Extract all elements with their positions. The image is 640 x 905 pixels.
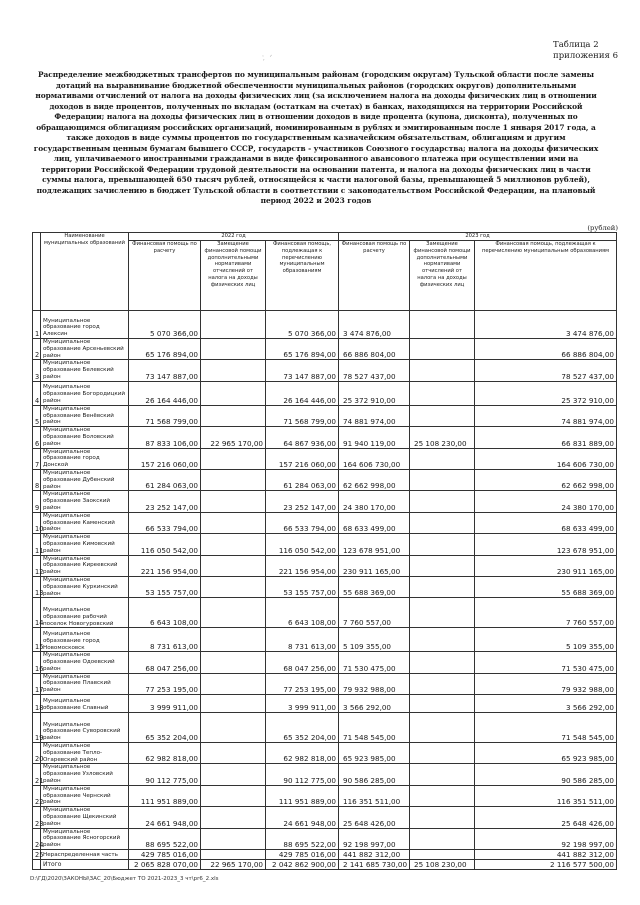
municipality-name: Муниципальное образование Суворовский район xyxy=(41,713,129,743)
cell-remaining-2023: 71 530 475,00 xyxy=(475,652,617,673)
table-reference xyxy=(553,40,618,62)
table-row xyxy=(33,512,617,533)
cell-remaining-2022: 66 533 794,00 xyxy=(266,512,339,533)
municipality-name: Муниципальное образование Заокский район xyxy=(41,491,129,512)
cell-replacement-2023 xyxy=(410,807,475,828)
cell-financial-2022: 65 176 894,00 xyxy=(129,339,201,360)
table-row xyxy=(33,448,617,469)
cell-financial-2022: 68 047 256,00 xyxy=(129,652,201,673)
municipality-name: Муниципальное образование Славный xyxy=(41,695,129,713)
municipality-name: Муниципальное образование Дубенский район xyxy=(41,469,129,490)
cell-financial-2023: 91 940 119,00 xyxy=(339,427,410,448)
cell-replacement-2023 xyxy=(410,850,475,860)
cell-remaining-2022: 61 284 063,00 xyxy=(266,469,339,490)
cell-financial-2023: 90 586 285,00 xyxy=(339,764,410,785)
cell-financial-2023: 3 566 292,00 xyxy=(339,695,410,713)
cell-replacement-2023 xyxy=(410,598,475,628)
cell-financial-2023: 79 932 988,00 xyxy=(339,673,410,694)
cell-replacement-2023 xyxy=(410,469,475,490)
cell-financial-2022: 6 643 108,00 xyxy=(129,598,201,628)
municipality-name: Муниципальное образование город Новомосковск xyxy=(41,628,129,652)
table-row xyxy=(33,628,617,652)
row-number: 3 xyxy=(33,360,41,381)
cell-financial-2023: 116 351 511,00 xyxy=(339,785,410,806)
cell-replacement-2022: 22 965 170,00 xyxy=(201,860,266,870)
cell-replacement-2022: 22 965 170,00 xyxy=(201,427,266,448)
table-label: Таблица 2 xyxy=(553,40,599,50)
unit-label: (рублей) xyxy=(587,224,618,232)
cell-financial-2023: 230 911 165,00 xyxy=(339,555,410,576)
cell-replacement-2022 xyxy=(201,764,266,785)
cell-financial-2022: 61 284 063,00 xyxy=(129,469,201,490)
row-number: 8 xyxy=(33,469,41,490)
cell-financial-2023: 68 633 499,00 xyxy=(339,512,410,533)
cell-financial-2022: 53 155 757,00 xyxy=(129,576,201,597)
cell-financial-2023: 71 530 475,00 xyxy=(339,652,410,673)
cell-remaining-2022: 90 112 775,00 xyxy=(266,764,339,785)
cell-replacement-2022 xyxy=(201,785,266,806)
cell-remaining-2023: 7 760 557,00 xyxy=(475,598,617,628)
cell-remaining-2022: 24 661 948,00 xyxy=(266,807,339,828)
cell-remaining-2023: 74 881 974,00 xyxy=(475,405,617,426)
row-number: 11 xyxy=(33,534,41,555)
municipality-name: Муниципальное образование Кимовский район xyxy=(41,534,129,555)
cell-replacement-2022 xyxy=(201,534,266,555)
cell-financial-2022: 90 112 775,00 xyxy=(129,764,201,785)
municipality-name: Муниципальное образование Белевский район xyxy=(41,360,129,381)
cell-financial-2023: 25 648 426,00 xyxy=(339,807,410,828)
cell-financial-2022: 66 533 794,00 xyxy=(129,512,201,533)
cell-financial-2023: 7 760 557,00 xyxy=(339,598,410,628)
municipality-name: Нераспределенная часть xyxy=(41,850,129,860)
row-number: 21 xyxy=(33,764,41,785)
table-row xyxy=(33,469,617,490)
cell-replacement-2022 xyxy=(201,381,266,405)
cell-replacement-2023 xyxy=(410,743,475,764)
cell-remaining-2023: 66 886 804,00 xyxy=(475,339,617,360)
cell-replacement-2023 xyxy=(410,628,475,652)
cell-financial-2022: 111 951 889,00 xyxy=(129,785,201,806)
col-financial-2023: Финансовая помощь по расчету xyxy=(339,241,410,311)
cell-remaining-2023: 230 911 165,00 xyxy=(475,555,617,576)
municipality-name: Муниципальное образование Богородицкий район xyxy=(41,381,129,405)
cell-replacement-2022 xyxy=(201,555,266,576)
cell-remaining-2023: 65 923 985,00 xyxy=(475,743,617,764)
cell-financial-2023: 78 527 437,00 xyxy=(339,360,410,381)
cell-financial-2023: 2 141 685 730,00 xyxy=(339,860,410,870)
cell-replacement-2022 xyxy=(201,448,266,469)
cell-remaining-2023: 78 527 437,00 xyxy=(475,360,617,381)
table-row xyxy=(33,427,617,448)
cell-replacement-2022 xyxy=(201,576,266,597)
cell-replacement-2022 xyxy=(201,512,266,533)
cell-financial-2022: 221 156 954,00 xyxy=(129,555,201,576)
cell-remaining-2022: 157 216 060,00 xyxy=(266,448,339,469)
row-number: 9 xyxy=(33,491,41,512)
municipality-name: Муниципальное образование Ясногорский район xyxy=(41,828,129,849)
cell-remaining-2022: 111 951 889,00 xyxy=(266,785,339,806)
row-number: 22 xyxy=(33,785,41,806)
row-number: 25 xyxy=(33,850,41,860)
cell-remaining-2022: 26 164 446,00 xyxy=(266,381,339,405)
table-row xyxy=(33,491,617,512)
col-financial-2022: Финансовая помощь по расчету xyxy=(129,241,201,311)
cell-financial-2022: 24 661 948,00 xyxy=(129,807,201,828)
cell-financial-2022: 116 050 542,00 xyxy=(129,534,201,555)
cell-remaining-2023: 3 474 876,00 xyxy=(475,311,617,339)
row-number xyxy=(33,860,41,870)
row-number: 6 xyxy=(33,427,41,448)
scan-mark: ᵔ᷊ ᐟ xyxy=(262,54,275,61)
cell-financial-2023: 123 678 951,00 xyxy=(339,534,410,555)
appendix-label: приложения 6 xyxy=(553,51,618,61)
municipality-name: Муниципальное образование Узловский район xyxy=(41,764,129,785)
cell-replacement-2023 xyxy=(410,339,475,360)
cell-financial-2023: 62 662 998,00 xyxy=(339,469,410,490)
municipality-name: Муниципальное образование город Донской xyxy=(41,448,129,469)
cell-replacement-2023 xyxy=(410,491,475,512)
row-number: 1 xyxy=(33,311,41,339)
municipality-name: Итого xyxy=(41,860,129,870)
cell-replacement-2023: 25 108 230,00 xyxy=(410,427,475,448)
cell-replacement-2022 xyxy=(201,695,266,713)
cell-replacement-2022 xyxy=(201,850,266,860)
row-number: 23 xyxy=(33,807,41,828)
cell-remaining-2023: 79 932 988,00 xyxy=(475,673,617,694)
cell-financial-2022: 26 164 446,00 xyxy=(129,381,201,405)
cell-replacement-2022 xyxy=(201,652,266,673)
table-row xyxy=(33,713,617,743)
cell-replacement-2022 xyxy=(201,405,266,426)
cell-replacement-2023 xyxy=(410,695,475,713)
table-row xyxy=(33,807,617,828)
year-2023-header: 2023 год xyxy=(339,233,617,241)
cell-financial-2023: 66 886 804,00 xyxy=(339,339,410,360)
cell-replacement-2023: 25 108 230,00 xyxy=(410,860,475,870)
row-number: 13 xyxy=(33,576,41,597)
cell-replacement-2022 xyxy=(201,598,266,628)
cell-replacement-2022 xyxy=(201,469,266,490)
cell-remaining-2022: 429 785 016,00 xyxy=(266,850,339,860)
row-number: 5 xyxy=(33,405,41,426)
file-path: D:\ГД\2020\ЗАКОНЫ\ЗАС_20\Бюджет ТО 2021-2023_3 чт\pr6_2.xls xyxy=(30,876,219,882)
cell-remaining-2022: 73 147 887,00 xyxy=(266,360,339,381)
table-row xyxy=(33,576,617,597)
cell-replacement-2023 xyxy=(410,381,475,405)
municipality-name: Муниципальное образование город Алексин xyxy=(41,311,129,339)
cell-financial-2023: 92 198 997,00 xyxy=(339,828,410,849)
col-remaining-2022: Финансовая помощь, подлежащая к перечислению муниципальным образованиям xyxy=(266,241,339,311)
table-row xyxy=(33,785,617,806)
table-row xyxy=(33,405,617,426)
cell-remaining-2023: 90 586 285,00 xyxy=(475,764,617,785)
cell-financial-2022: 77 253 195,00 xyxy=(129,673,201,694)
col-remaining-2023: Финансовая помощь, подлежащая к перечислению муниципальным образованиям xyxy=(475,241,617,311)
cell-remaining-2023: 116 351 511,00 xyxy=(475,785,617,806)
cell-remaining-2023: 92 198 997,00 xyxy=(475,828,617,849)
cell-replacement-2022 xyxy=(201,628,266,652)
cell-financial-2023: 164 606 730,00 xyxy=(339,448,410,469)
cell-remaining-2022: 6 643 108,00 xyxy=(266,598,339,628)
table-row xyxy=(33,534,617,555)
cell-financial-2022: 73 147 887,00 xyxy=(129,360,201,381)
cell-financial-2022: 5 070 366,00 xyxy=(129,311,201,339)
cell-replacement-2023 xyxy=(410,652,475,673)
cell-replacement-2023 xyxy=(410,785,475,806)
table-row xyxy=(33,673,617,694)
cell-financial-2023: 441 882 312,00 xyxy=(339,850,410,860)
row-number: 18 xyxy=(33,695,41,713)
cell-replacement-2022 xyxy=(201,339,266,360)
cell-replacement-2022 xyxy=(201,743,266,764)
municipality-name: Муниципальное образование Куркинский район xyxy=(41,576,129,597)
municipality-name: Муниципальное образование Щекинский район xyxy=(41,807,129,828)
table-row xyxy=(33,850,617,860)
cell-replacement-2023 xyxy=(410,405,475,426)
cell-remaining-2023: 25 372 910,00 xyxy=(475,381,617,405)
cell-replacement-2022 xyxy=(201,360,266,381)
table-row xyxy=(33,828,617,849)
cell-replacement-2022 xyxy=(201,713,266,743)
row-number: 4 xyxy=(33,381,41,405)
document-title: Распределение межбюджетных трансфертов по муниципальным районам (городским округам) Тульской области после замены дотаций на выравнивание бюджетной обеспеченности муниципальных районов (городских округов) дополнительными нормативами отчислений от налога на доходы физических лиц (за исключением налога на доходы физических лиц в отношении доходов в виде процентов, полученных по вкладам (остаткам на счетах) в банках, находящихся на территории Российской Федерации; налога на доходы физических лиц в отношении доходов в виде процента (купона, дисконта), полученных по обращающимся облигациям российских организаций, номинированным в рублях и эмитированным после 1 января 2017 года, а также доходов в виде суммы процентов по государственным казначейским обязательствам, облигациям и другим государственным ценным бумагам бывшего СССР, государств - участников Союзного государства; налога на доходы физических лиц, уплачиваемого иностранными гражданами в виде фиксированного авансового платежа при осуществлении ими на территории Российской Федерации трудовой деятельности на основании патента, и налога на доходы физических лиц в части суммы налога, превышающей 650 тысяч рублей, относящейся к части налоговой базы, превышающей 5 миллионов рублей), подлежащих зачислению в бюджет Тульской области в соответствии с законодательством Российской Федерации, на плановый период 2022 и 2023 годов xyxy=(33,70,599,205)
cell-remaining-2022: 64 867 936,00 xyxy=(266,427,339,448)
row-number: 12 xyxy=(33,555,41,576)
table-row xyxy=(33,695,617,713)
cell-financial-2022: 23 252 147,00 xyxy=(129,491,201,512)
cell-replacement-2023 xyxy=(410,534,475,555)
cell-replacement-2022 xyxy=(201,828,266,849)
cell-remaining-2023: 55 688 369,00 xyxy=(475,576,617,597)
cell-remaining-2022: 23 252 147,00 xyxy=(266,491,339,512)
municipality-name: Муниципальное образование Одоевский район xyxy=(41,652,129,673)
cell-financial-2022: 87 833 106,00 xyxy=(129,427,201,448)
cell-replacement-2023 xyxy=(410,828,475,849)
cell-replacement-2023 xyxy=(410,673,475,694)
cell-remaining-2023: 2 116 577 500,00 xyxy=(475,860,617,870)
municipality-name: Муниципальное образование Воловский район xyxy=(41,427,129,448)
cell-remaining-2023: 5 109 355,00 xyxy=(475,628,617,652)
cell-financial-2022: 62 982 818,00 xyxy=(129,743,201,764)
name-column-header: Наименование муниципальных образований xyxy=(41,233,129,311)
cell-remaining-2022: 3 999 911,00 xyxy=(266,695,339,713)
cell-remaining-2022: 2 042 862 900,00 xyxy=(266,860,339,870)
table-row xyxy=(33,598,617,628)
cell-remaining-2022: 5 070 366,00 xyxy=(266,311,339,339)
table-row xyxy=(33,743,617,764)
municipality-name: Муниципальное образование Тепло-Огаревский район xyxy=(41,743,129,764)
table-row xyxy=(33,764,617,785)
transfers-table xyxy=(32,232,617,870)
municipality-name: Муниципальное образование Плавский район xyxy=(41,673,129,694)
cell-replacement-2022 xyxy=(201,673,266,694)
cell-financial-2023: 65 923 985,00 xyxy=(339,743,410,764)
cell-financial-2023: 74 881 974,00 xyxy=(339,405,410,426)
municipality-name: Муниципальное образование Арсеньевский район xyxy=(41,339,129,360)
cell-remaining-2023: 62 662 998,00 xyxy=(475,469,617,490)
table-row xyxy=(33,339,617,360)
total-row xyxy=(33,860,617,870)
table-row xyxy=(33,555,617,576)
cell-financial-2022: 88 695 522,00 xyxy=(129,828,201,849)
row-number-header xyxy=(33,233,41,311)
row-number: 15 xyxy=(33,628,41,652)
municipality-name: Муниципальное образование Чернский район xyxy=(41,785,129,806)
cell-remaining-2022: 88 695 522,00 xyxy=(266,828,339,849)
cell-replacement-2023 xyxy=(410,764,475,785)
cell-replacement-2023 xyxy=(410,360,475,381)
cell-remaining-2022: 221 156 954,00 xyxy=(266,555,339,576)
cell-remaining-2023: 123 678 951,00 xyxy=(475,534,617,555)
cell-remaining-2023: 3 566 292,00 xyxy=(475,695,617,713)
municipality-name: Муниципальное образование Венёвский район xyxy=(41,405,129,426)
cell-financial-2022: 65 352 204,00 xyxy=(129,713,201,743)
cell-replacement-2023 xyxy=(410,713,475,743)
cell-financial-2022: 429 785 016,00 xyxy=(129,850,201,860)
municipality-name: Муниципальное образование Киреевский район xyxy=(41,555,129,576)
cell-financial-2023: 24 380 170,00 xyxy=(339,491,410,512)
cell-remaining-2022: 62 982 818,00 xyxy=(266,743,339,764)
table-row xyxy=(33,311,617,339)
cell-remaining-2022: 65 176 894,00 xyxy=(266,339,339,360)
cell-remaining-2022: 65 352 204,00 xyxy=(266,713,339,743)
cell-financial-2023: 5 109 355,00 xyxy=(339,628,410,652)
cell-remaining-2023: 71 548 545,00 xyxy=(475,713,617,743)
table-row xyxy=(33,381,617,405)
row-number: 17 xyxy=(33,673,41,694)
cell-remaining-2022: 116 050 542,00 xyxy=(266,534,339,555)
cell-financial-2022: 8 731 613,00 xyxy=(129,628,201,652)
municipality-name: Муниципальное образование Каменский район xyxy=(41,512,129,533)
cell-remaining-2023: 68 633 499,00 xyxy=(475,512,617,533)
row-number: 16 xyxy=(33,652,41,673)
cell-replacement-2023 xyxy=(410,448,475,469)
col-replacement-2022: Замещение финансовой помощи дополнительными нормативами отчислений от налога на доходы физических лиц xyxy=(201,241,266,311)
row-number: 14 xyxy=(33,598,41,628)
cell-remaining-2023: 164 606 730,00 xyxy=(475,448,617,469)
year-2022-header: 2022 год xyxy=(129,233,339,241)
municipality-name: Муниципальное образование рабочий поселок Новогуровский xyxy=(41,598,129,628)
cell-replacement-2022 xyxy=(201,311,266,339)
cell-financial-2023: 71 548 545,00 xyxy=(339,713,410,743)
row-number: 19 xyxy=(33,713,41,743)
row-number: 24 xyxy=(33,828,41,849)
row-number: 2 xyxy=(33,339,41,360)
cell-replacement-2022 xyxy=(201,491,266,512)
cell-remaining-2023: 25 648 426,00 xyxy=(475,807,617,828)
row-number: 10 xyxy=(33,512,41,533)
table-row xyxy=(33,652,617,673)
cell-financial-2023: 55 688 369,00 xyxy=(339,576,410,597)
cell-financial-2022: 2 065 828 070,00 xyxy=(129,860,201,870)
cell-replacement-2023 xyxy=(410,512,475,533)
cell-remaining-2022: 68 047 256,00 xyxy=(266,652,339,673)
row-number: 7 xyxy=(33,448,41,469)
cell-financial-2023: 25 372 910,00 xyxy=(339,381,410,405)
cell-remaining-2023: 24 380 170,00 xyxy=(475,491,617,512)
cell-remaining-2022: 53 155 757,00 xyxy=(266,576,339,597)
cell-remaining-2022: 77 253 195,00 xyxy=(266,673,339,694)
cell-financial-2022: 71 568 799,00 xyxy=(129,405,201,426)
cell-replacement-2023 xyxy=(410,555,475,576)
cell-replacement-2022 xyxy=(201,807,266,828)
cell-financial-2022: 157 216 060,00 xyxy=(129,448,201,469)
cell-remaining-2023: 441 882 312,00 xyxy=(475,850,617,860)
cell-remaining-2022: 71 568 799,00 xyxy=(266,405,339,426)
cell-financial-2022: 3 999 911,00 xyxy=(129,695,201,713)
table-row xyxy=(33,360,617,381)
cell-remaining-2023: 66 831 889,00 xyxy=(475,427,617,448)
cell-replacement-2023 xyxy=(410,311,475,339)
cell-replacement-2023 xyxy=(410,576,475,597)
cell-financial-2023: 3 474 876,00 xyxy=(339,311,410,339)
col-replacement-2023: Замещение финансовой помощи дополнительными нормативами отчислений от налога на доходы физических лиц xyxy=(410,241,475,311)
row-number: 20 xyxy=(33,743,41,764)
cell-remaining-2022: 8 731 613,00 xyxy=(266,628,339,652)
